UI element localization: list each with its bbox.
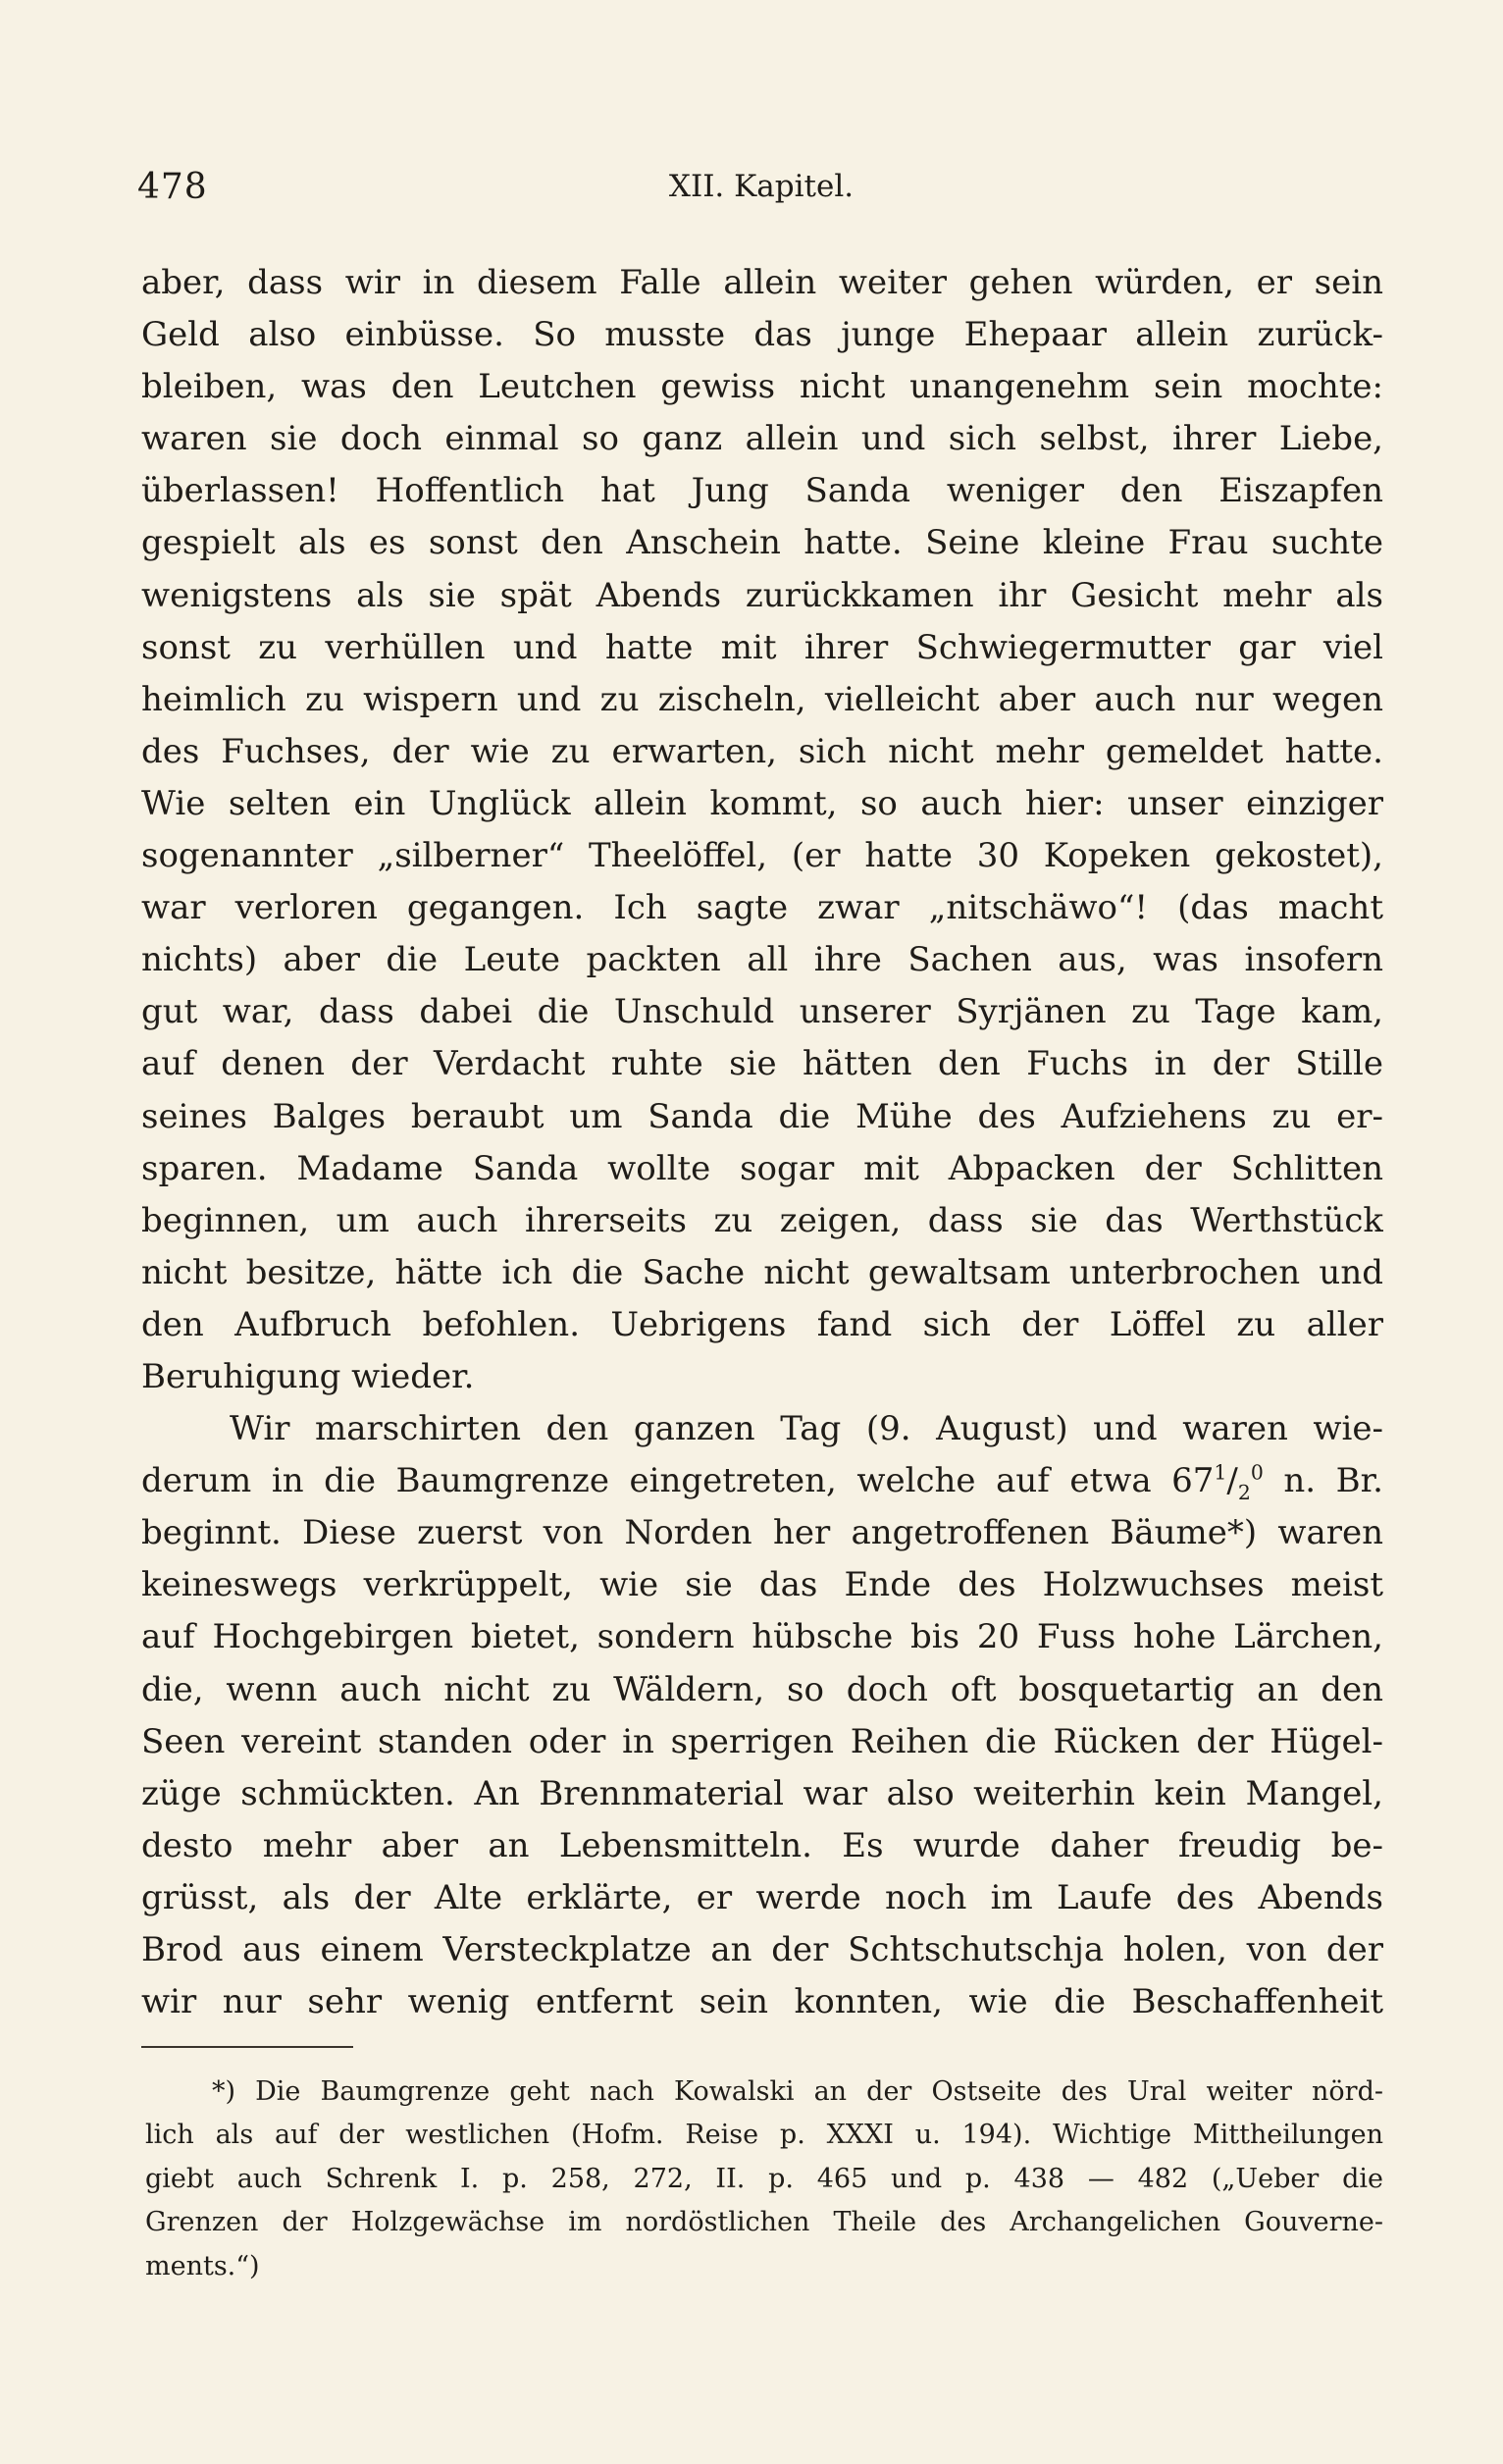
page-number: 478 bbox=[137, 167, 208, 207]
text-segment: derum in die Baumgrenze eingetreten, welche auf etwa 67 bbox=[141, 1461, 1215, 1501]
text-line: Brod aus einem Versteckplatze an der Schtschutschja holen, von der bbox=[141, 1930, 1383, 1969]
footnote-line: lich als auf der westlichen (Hofm. Reise p. XXXI u. 194). Wichtige Mittheilungen bbox=[145, 2120, 1383, 2151]
text-line: züge schmückten. An Brennmaterial war also weiterhin kein Mangel, bbox=[141, 1773, 1383, 1813]
text-line: grüsst, als der Alte erklärte, er werde noch im Laufe des Abends bbox=[141, 1877, 1383, 1917]
text-line: Geld also einbüsse. So musste das junge Ehepaar allein zurück- bbox=[141, 315, 1383, 355]
fraction-denominator: 2 bbox=[1237, 1480, 1251, 1504]
text-line: gespielt als es sonst den Anschein hatte. Seine kleine Frau suchte bbox=[141, 523, 1383, 563]
text-line: waren sie doch einmal so ganz allein und sich selbst, ihrer Liebe, bbox=[141, 419, 1383, 459]
running-head: XII. Kapitel. bbox=[668, 169, 855, 204]
text-line: auf denen der Verdacht ruhte sie hätten den Fuchs in der Stille bbox=[141, 1044, 1383, 1084]
text-line: Beruhigung wieder. bbox=[141, 1356, 475, 1396]
text-line: überlassen! Hoffentlich hat Jung Sanda weniger den Eiszapfen bbox=[141, 471, 1383, 511]
text-line: wenigstens als sie spät Abends zurückkamen ihr Gesicht mehr als bbox=[141, 575, 1383, 615]
text-line: war verloren gegangen. Ich sagte zwar „nitschäwo“! (das macht bbox=[141, 888, 1383, 928]
footnote-line: ments.“) bbox=[145, 2250, 260, 2281]
text-line: beginnen, um auch ihrerseits zu zeigen, dass sie das Werthstück bbox=[141, 1200, 1383, 1240]
text-line: nichts) aber die Leute packten all ihre Sachen aus, was insofern bbox=[141, 940, 1383, 980]
text-line: des Fuchses, der wie zu erwarten, sich nicht mehr gemeldet hatte. bbox=[141, 731, 1383, 771]
footnote-line: Grenzen der Holzgewächse im nordöstlichen Theile des Archangelichen Gouverne- bbox=[145, 2207, 1383, 2238]
text-line: heimlich zu wispern und zu zischeln, vielleicht aber auch nur wegen bbox=[141, 679, 1383, 719]
text-line: sogenannter „silberner“ Theelöffel, (er hatte 30 Kopeken gekostet), bbox=[141, 836, 1383, 876]
text-line: sonst zu verhüllen und hatte mit ihrer Schwiegermutter gar viel bbox=[141, 627, 1383, 667]
text-line: auf Hochgebirgen bietet, sondern hübsche bis 20 Fuss hohe Lärchen, bbox=[141, 1617, 1383, 1657]
fraction-slash: / bbox=[1226, 1461, 1238, 1501]
text-line: beginnt. Diese zuerst von Norden her angetroffenen Bäume*) waren bbox=[141, 1513, 1383, 1553]
text-line: Seen vereint standen oder in sperrigen Reihen die Rücken der Hügel- bbox=[141, 1721, 1383, 1761]
text-line-with-fraction bbox=[141, 1455, 1383, 1507]
text-line: sparen. Madame Sanda wollte sogar mit Abpacken der Schlitten bbox=[141, 1148, 1383, 1188]
footnote bbox=[145, 2071, 1383, 2288]
text-line: gut war, dass dabei die Unschuld unserer Syrjänen zu Tage kam, bbox=[141, 992, 1383, 1032]
text-line: desto mehr aber an Lebensmitteln. Es wurde daher freudig be- bbox=[141, 1825, 1383, 1865]
paragraph-first-line: Wir marschirten den ganzen Tag (9. August) und waren wie- bbox=[230, 1409, 1383, 1449]
text-line: wir nur sehr wenig entfernt sein konnten, wie die Beschaffenheit bbox=[141, 1982, 1383, 2022]
footnote-line: giebt auch Schrenk I. p. 258, 272, II. p. 465 und p. 438 — 482 („Ueber die bbox=[145, 2163, 1383, 2194]
fraction-numerator: 1 bbox=[1214, 1460, 1227, 1485]
footnote-line: *) Die Baumgrenze geht nach Kowalski an der Ostseite des Ural weiter nörd- bbox=[212, 2076, 1383, 2107]
text-line: bleiben, was den Leutchen gewiss nicht unangenehm sein mochte: bbox=[141, 367, 1383, 407]
page-header bbox=[137, 167, 1385, 216]
text-line: den Aufbruch befohlen. Uebrigens fand sich der Löffel zu aller bbox=[141, 1304, 1383, 1344]
body-text bbox=[141, 257, 1383, 2028]
text-line: nicht besitze, hätte ich die Sache nicht gewaltsam unterbrochen und bbox=[141, 1252, 1383, 1292]
text-line: seines Balges beraubt um Sanda die Mühe des Aufziehens zu er- bbox=[141, 1096, 1383, 1136]
text-segment: n. Br. bbox=[1263, 1461, 1383, 1501]
text-line: aber, dass wir in diesem Falle allein weiter gehen würden, er sein bbox=[141, 263, 1383, 302]
text-line: die, wenn auch nicht zu Wäldern, so doch oft bosquetartig an den bbox=[141, 1669, 1383, 1709]
text-line: Wie selten ein Unglück allein kommt, so auch hier: unser einziger bbox=[141, 783, 1383, 823]
footnote-divider bbox=[141, 2046, 353, 2048]
text-line: keineswegs verkrüppelt, wie sie das Ende des Holzwuchses meist bbox=[141, 1565, 1383, 1605]
degree-mark: 0 bbox=[1250, 1460, 1264, 1485]
